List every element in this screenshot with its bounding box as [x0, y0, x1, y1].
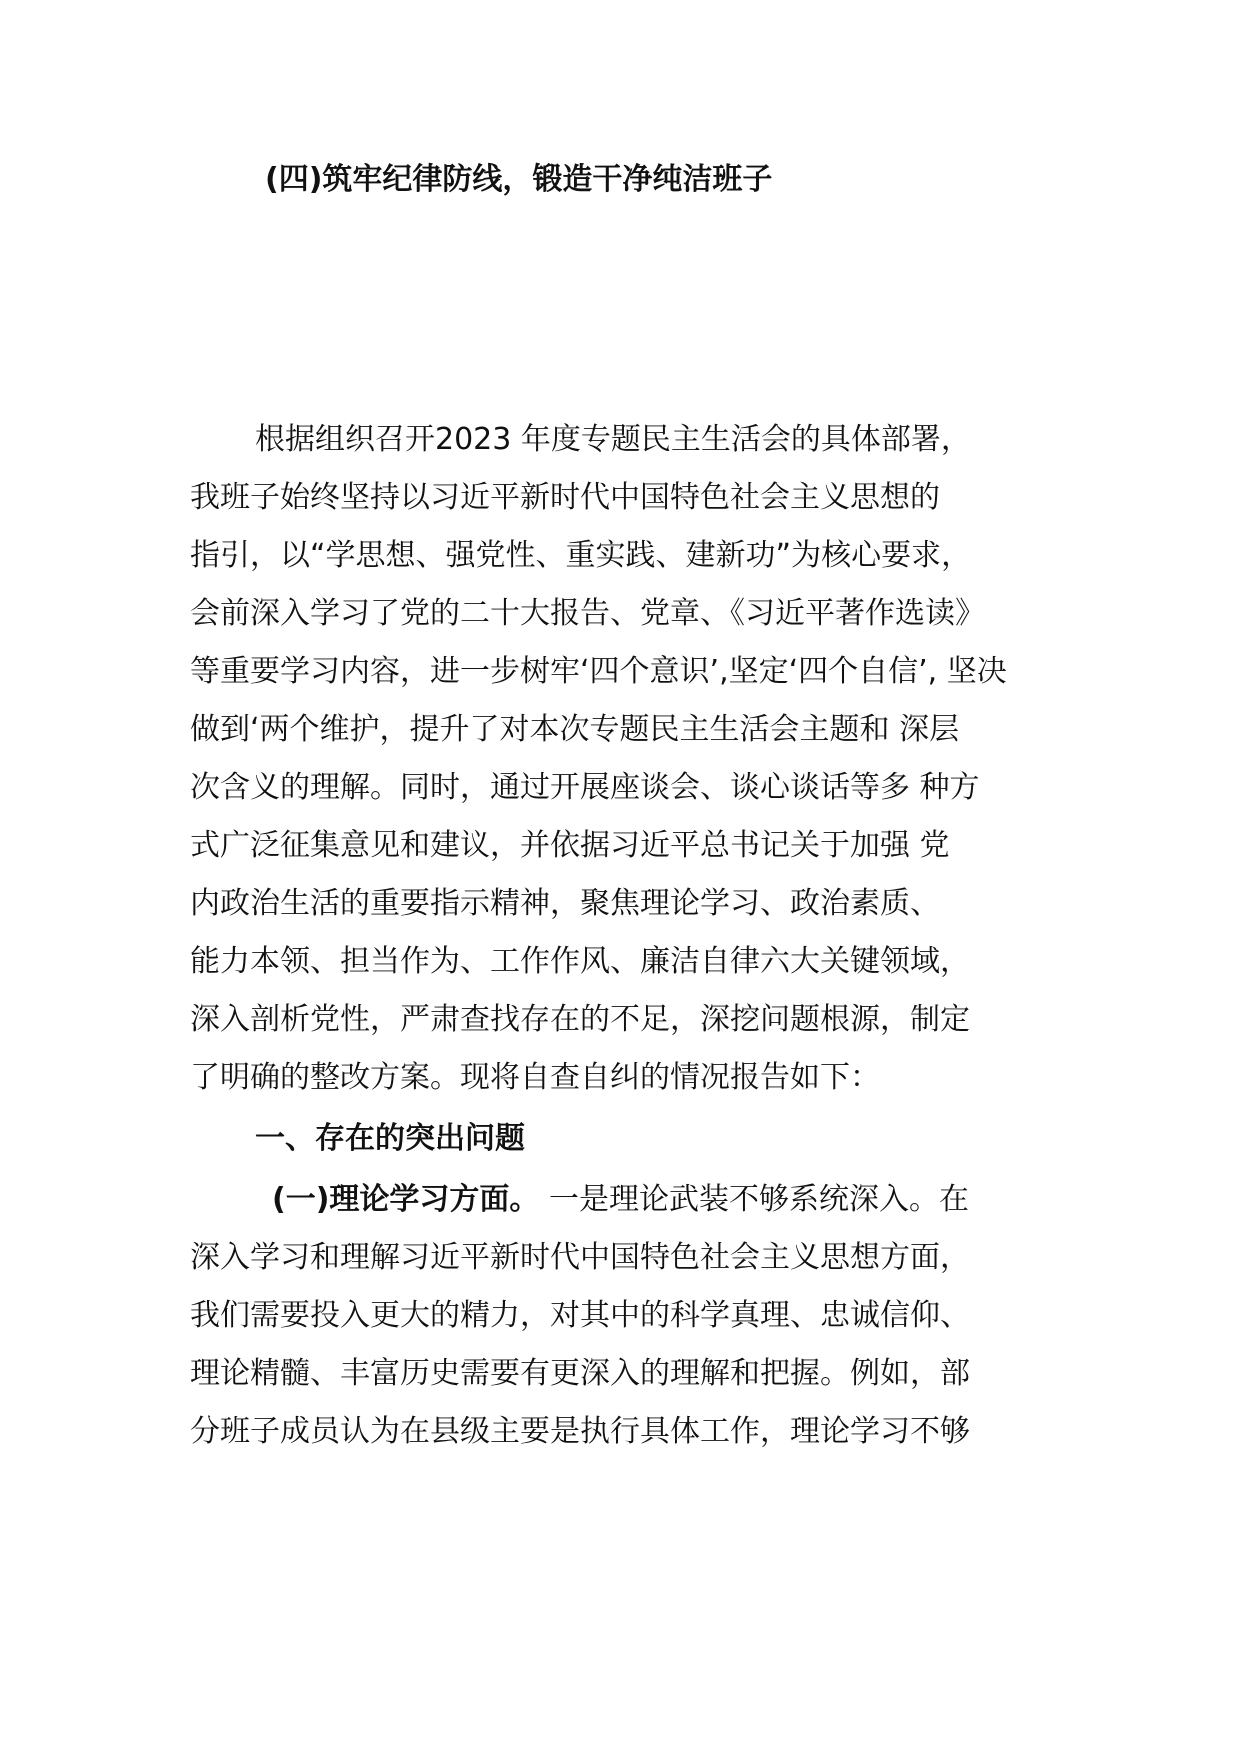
body-line: 深入学习和理解习近平新时代中国特色社会主义思想方面， [190, 1240, 970, 1275]
intro-line: 了明确的整改方案。现将自查自纠的情况报告如下： [190, 1060, 880, 1095]
subsection-first-text: 一是理论武装不够系统深入。在 [539, 1182, 969, 1217]
intro-line: 深入剖析党性，严肃查找存在的不足，深挖问题根源，制定 [190, 1002, 970, 1037]
intro-line: 根据组织召开2023 年度专题民主生活会的具体部署， [255, 422, 971, 457]
body-line: 理论精髓、丰富历史需要有更深入的理解和把握。例如，部 [190, 1356, 970, 1391]
subsection-label: (一)理论学习方面。 [272, 1182, 540, 1217]
body-line: 分班子成员认为在县级主要是执行具体工作，理论学习不够 [190, 1414, 970, 1449]
intro-line: 次含义的理解。同时，通过开展座谈会、谈心谈话等多 种方 [190, 770, 980, 805]
document-heading: (四)筑牢纪律防线，锻造干净纯洁班子 [265, 162, 773, 197]
subsection-line [272, 1180, 969, 1220]
intro-line: 能力本领、担当作为、工作作风、廉洁自律六大关键领域， [190, 944, 970, 979]
intro-line: 做到‘两个维护，提升了对本次专题民主生活会主题和 深层 [190, 712, 960, 747]
intro-line: 等重要学习内容，进一步树牢‘四个意识’,坚定‘四个自信’, 坚决 [190, 654, 1007, 689]
intro-line: 我班子始终坚持以习近平新时代中国特色社会主义思想的 [190, 480, 940, 515]
intro-line: 会前深入学习了党的二十大报告、党章、《习近平著作选读》 [190, 596, 985, 631]
body-line: 我们需要投入更大的精力，对其中的科学真理、忠诚信仰、 [190, 1298, 970, 1333]
intro-line: 内政治生活的重要指示精神，聚焦理论学习、政治素质、 [190, 886, 940, 921]
section-title: 一、存在的突出问题 [255, 1121, 525, 1156]
intro-line: 式广泛征集意见和建议，并依据习近平总书记关于加强 党 [190, 828, 950, 863]
intro-line: 指引，以“学思想、强党性、重实践、建新功”为核心要求， [190, 538, 972, 573]
